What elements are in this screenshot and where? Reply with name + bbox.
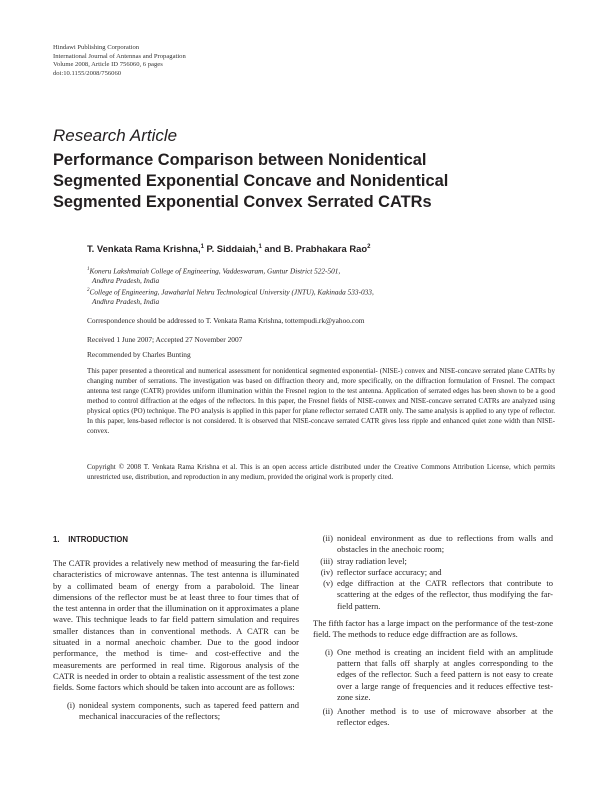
factor-item: [313, 533, 553, 556]
affiliation-text: Andhra Pradesh, India: [92, 297, 160, 307]
author-list: [87, 243, 370, 254]
method-text: One method is creating an incident field with an amplitude pattern that falls off sharply at angles corresponding to the edges of the reflector. Such a feed pattern is not easy to create over a large range of frequencies and it reduces effective test-zone size.: [337, 646, 553, 702]
right-column: [313, 533, 553, 729]
affiliation-text: College of Engineering, Jawaharlal Nehru Technological University (JNTU), Kakinada 533-033,: [89, 287, 374, 297]
abstract: This paper presented a theoretical and numerical assessment for nonidentical segmented exponential- (NISE-) convex and NISE-concave serrated plane CATRs by changing number of serrations. The investigation was based on diffraction theory and, more specifically, on the diffraction formulation of Fresnel. The compact antenna test range (CATR) provides uniform illumination within the Fresnel region to the test antenna. Application of serrated edges has been shown to be a good method to control diffraction at the edges of the reflectors. In this paper, the Fresnel fields of NISE-convex and NISE-concave serrated CATRs are analyzed using physical optics (PO) technique. The PO analysis is applied in this paper for plane reflector serrated CATR only. The same analysis is applied to any type of reflector. In this paper, lens-based reflector is not considered. It is observed that NISE-concave serrated CATR gives less ripple and enhanced quiet zone width than NISE-convex.: [87, 367, 555, 435]
correspondence: Correspondence should be addressed to T. Venkata Rama Krishna, tottempudi.rk@yahoo.com: [87, 316, 365, 325]
factor-text: reflector surface accuracy; and: [337, 566, 442, 577]
factor-text: stray radiation level;: [337, 555, 407, 566]
author-name: P. Siddaiah,: [203, 243, 259, 254]
article-type: Research Article: [53, 126, 178, 145]
affiliation-marker: 2: [87, 288, 90, 293]
factor-label: (v): [323, 578, 333, 589]
doi: doi:10.1155/2008/756060: [53, 69, 122, 77]
factor-label: (iii): [320, 555, 333, 566]
affiliation-text: Koneru Lakshmaiah College of Engineering, Vaddeswaram, Guntur District 522-501,: [89, 266, 341, 276]
section-title: INTRODUCTION: [68, 535, 128, 544]
factor-text: nonideal system components, such as tapered feed pattern and mechanical inaccuracies of the reflectors;: [79, 699, 299, 721]
section-number: 1.: [53, 535, 60, 544]
method-item: [313, 706, 553, 729]
affiliation-marker: 1: [258, 243, 262, 250]
affiliation-marker: 2: [367, 243, 371, 250]
received-accepted-dates: Received 1 June 2007; Accepted 27 November 2007: [87, 335, 243, 344]
intro-paragraph: The CATR provides a relatively new method of measuring the far-field characteristics of microwave antennas. The test antenna is illuminated by a collimated beam of energy from a paraboloid. The linear dimensions of the reflector must be at least three to four times that of the test antenna in order that the illumination on it approximates a plane wave. This technique leads to far field pattern simulation and requires smaller distances than in conventional methods. A CATR can be situated in a normal anechoic chamber. Due to the good indoor performance, the method is time- and cost-effective and the measurements are performed in real time. Rigorous analysis of the CATR is needed in order to obtain a realistic assessment of the test zone fields. Some factors which should be taken into account are as follows:: [53, 558, 299, 693]
factor-item: [313, 578, 553, 612]
volume-info: Volume 2008, Article ID 756060, 6 pages: [53, 61, 163, 69]
method-label: (ii): [322, 706, 333, 717]
recommended-by: Recommended by Charles Bunting: [87, 350, 191, 359]
factor-text: nonideal environment as due to reflections from walls and obstacles in the anechoic room;: [337, 533, 553, 555]
method-label: (i): [324, 646, 333, 657]
journal-header: [53, 44, 186, 78]
factor-item: [313, 556, 553, 567]
affiliation-1: [87, 265, 557, 286]
factor-text: edge diffraction at the CATR reflectors that contribute to scattering at the edges of the reflector, thus modifying the far-field pattern.: [337, 578, 553, 611]
copyright-notice: Copyright © 2008 T. Venkata Rama Krishna et al. This is an open access article distributed under the Creative Commons Attribution License, which permits unrestricted use, distribution, and reproduction in any medium, provided the original work is properly cited.: [87, 463, 555, 481]
factor-label: (i): [66, 699, 75, 710]
factor-item: [53, 700, 299, 723]
left-column: [53, 558, 299, 722]
affiliation-marker: 1: [87, 267, 90, 272]
title-line: Segmented Exponential Concave and Nonidentical: [53, 172, 449, 190]
title-line: Performance Comparison between Nonidentical: [53, 151, 427, 169]
affiliation-text: Andhra Pradesh, India: [92, 276, 160, 286]
affiliation-2: [87, 286, 557, 307]
fifth-factor-paragraph: The fifth factor has a large impact on the performance of the test-zone field. The methods to reduce edge diffraction are as follows.: [313, 618, 553, 640]
title-line: Segmented Exponential Convex Serrated CATRs: [53, 193, 432, 211]
method-item: [313, 647, 553, 703]
author-name: T. Venkata Rama Krishna,: [87, 243, 201, 254]
publisher: Hindawi Publishing Corporation: [53, 44, 140, 51]
paper-title: [53, 150, 553, 213]
journal-name: International Journal of Antennas and Propagation: [53, 52, 186, 60]
affiliation-marker: 1: [200, 243, 204, 250]
factor-label: (iv): [320, 566, 333, 577]
author-name: and B. Prabhakara Rao: [261, 243, 368, 254]
section-heading: [53, 535, 128, 544]
method-text: Another method is to use of microwave absorber at the reflector edges.: [337, 706, 553, 728]
factor-item: [313, 567, 553, 578]
factor-label: (ii): [322, 533, 333, 543]
